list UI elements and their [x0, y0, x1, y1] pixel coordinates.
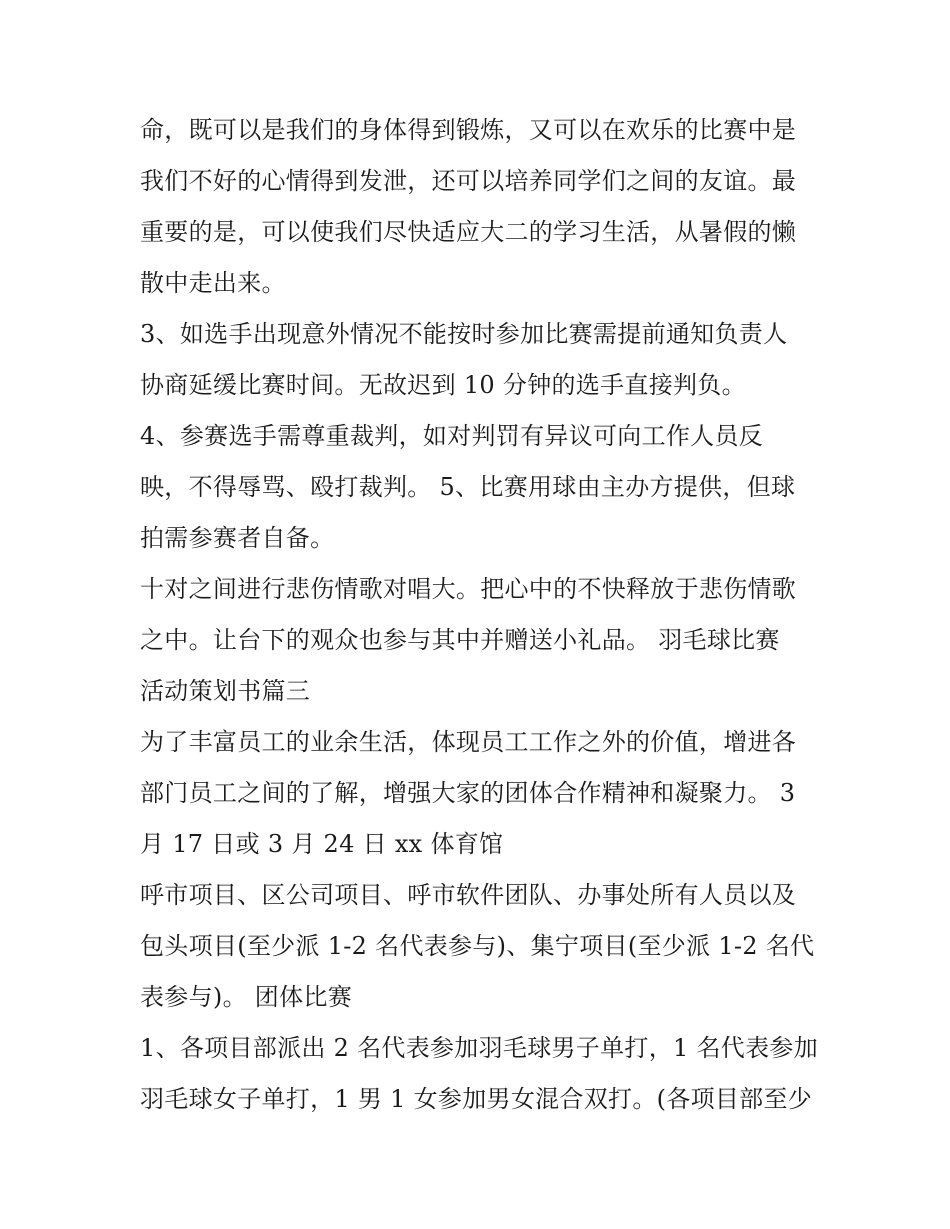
text-line: 之中。让台下的观众也参与其中并赠送小礼品。 羽毛球比赛 [140, 626, 780, 654]
text-line: 月 17 日或 3 月 24 日 xx 体育馆 [140, 830, 504, 858]
text-line: 1、各项目部派出 2 名代表参加羽毛球男子单打，1 名代表参加 [140, 1034, 818, 1062]
text-line: 命，既可以是我们的身体得到锻炼，又可以在欢乐的比赛中是 [140, 116, 797, 144]
text-line: 十对之间进行悲伤情歌对唱大。把心中的不快释放于悲伤情歌 [140, 575, 797, 603]
text-line: 活动策划书篇三 [140, 677, 311, 705]
text-line: 为了丰富员工的业余生活，体现员工工作之外的价值，增进各 [140, 728, 797, 756]
text-line: 散中走出来。 [140, 269, 286, 297]
text-line: 我们不好的心情得到发泄，还可以培养同学们之间的友谊。最 [140, 167, 797, 195]
text-line: 拍需参赛者自备。 [140, 524, 335, 552]
text-line: 表参与)。 团体比赛 [140, 983, 352, 1011]
document-page [140, 105, 830, 1125]
text-line: 呼市项目、区公司项目、呼市软件团队、办事处所有人员以及 [140, 881, 797, 909]
text-line: 羽毛球女子单打，1 男 1 女参加男女混合双打。(各项目部至少 [140, 1085, 813, 1113]
text-line: 4、参赛选手需尊重裁判，如对判罚有异议可向工作人员反 [140, 422, 764, 450]
text-line: 协商延缓比赛时间。无故迟到 10 分钟的选手直接判负。 [140, 371, 746, 399]
text-line: 重要的是，可以使我们尽快适应大二的学习生活，从暑假的懒 [140, 218, 797, 246]
text-line: 部门员工之间的了解，增强大家的团体合作精神和凝聚力。 3 [140, 779, 796, 807]
text-line: 包头项目(至少派 1-2 名代表参与)、集宁项目(至少派 1-2 名代 [140, 932, 815, 960]
text-line: 映，不得辱骂、殴打裁判。 5、比赛用球由主办方提供，但球 [140, 473, 796, 501]
text-line: 3、如选手出现意外情况不能按时参加比赛需提前通知负责人 [140, 320, 788, 348]
